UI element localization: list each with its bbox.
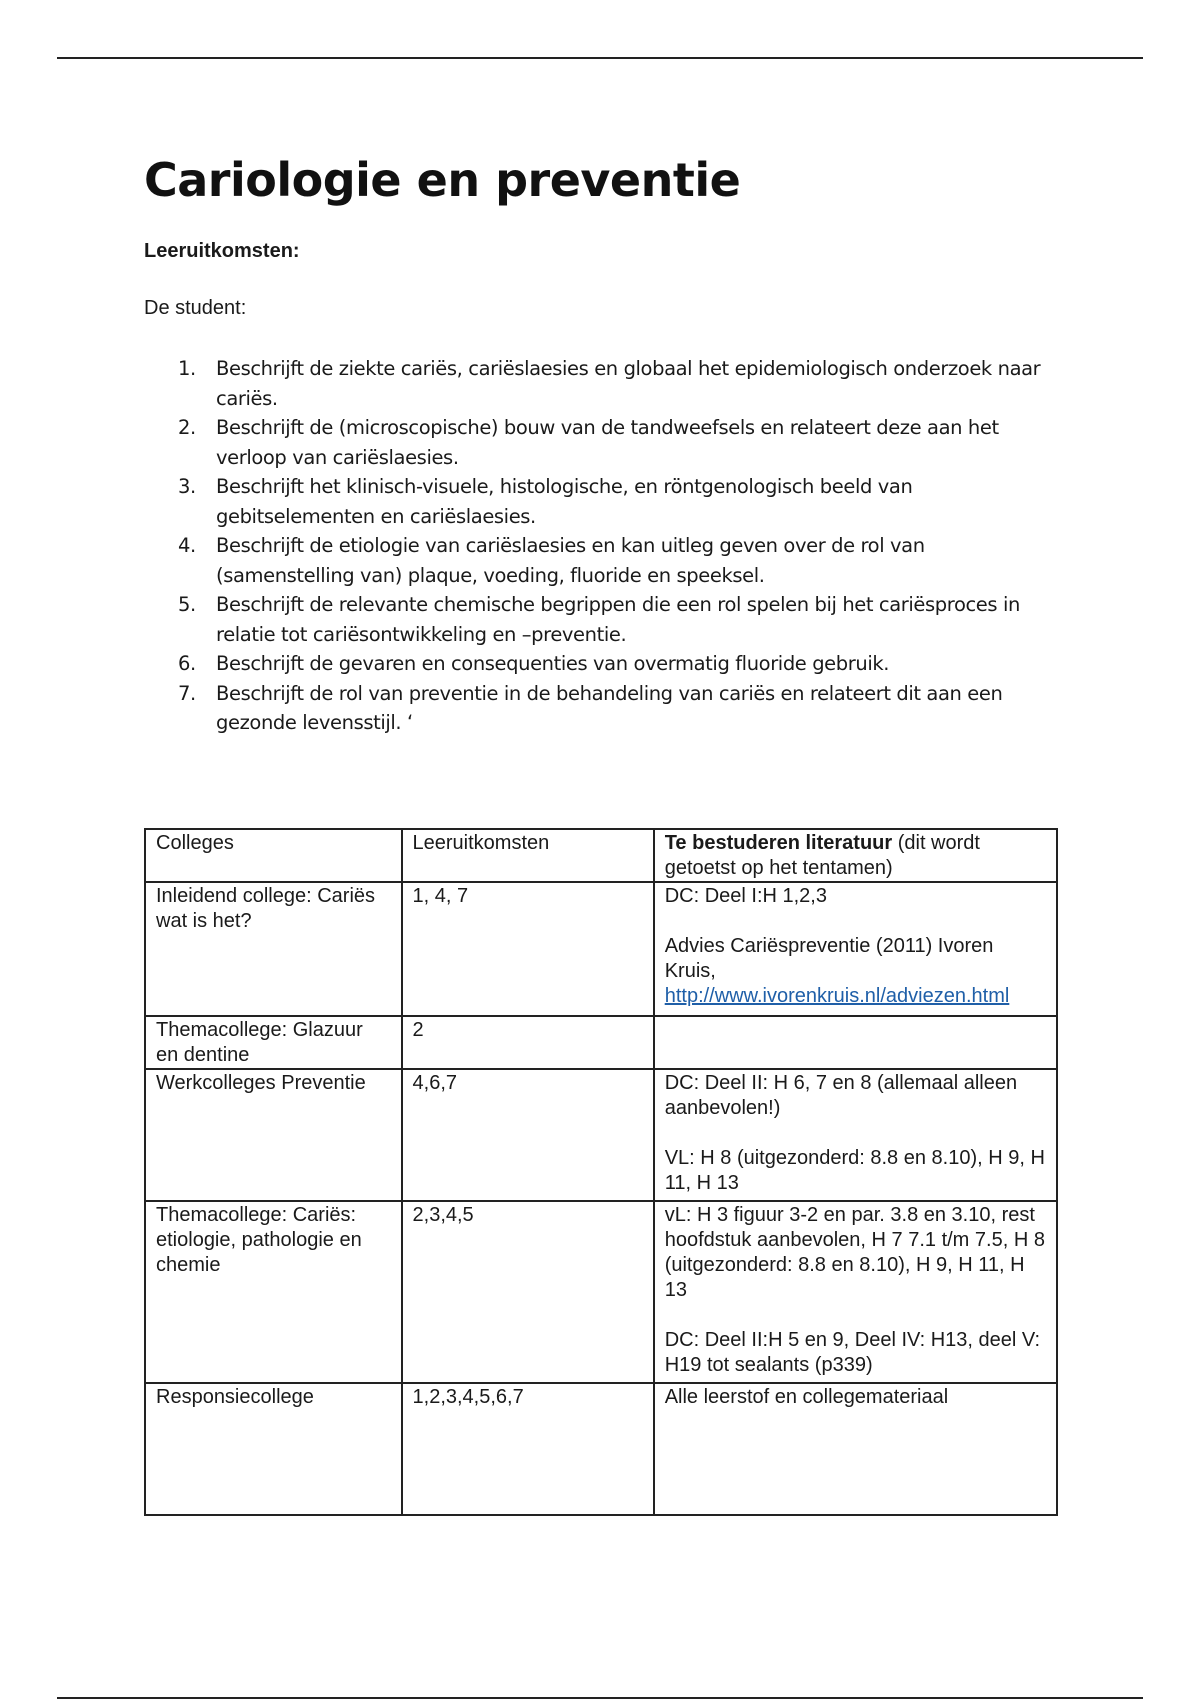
table-row	[145, 1201, 1057, 1383]
list-item: 3. Beschrijft het klinisch-visuele, histologische, en röntgenologisch beeld van gebitselementen en cariëslaesies.	[178, 475, 913, 528]
list-item: 7. Beschrijft de rol van preventie in de behandeling van cariës en relateert dit aan een gezonde levensstijl. ‘	[178, 681, 1003, 734]
learning-outcomes-heading: Leeruitkomsten:	[144, 240, 300, 262]
cell-outcomes: 2	[402, 1016, 654, 1069]
list-item: 4. Beschrijft de etiologie van cariëslaesies en kan uitleg geven over de rol van (samenstelling van) plaque, voeding, fluoride en speeksel.	[178, 534, 925, 587]
table-row	[145, 1016, 1057, 1069]
page-title: Cariologie en preventie	[144, 153, 741, 207]
cell-outcomes: 2,3,4,5	[402, 1201, 654, 1383]
footer-rule	[57, 1697, 1143, 1699]
table-header-row	[145, 829, 1057, 882]
list-item: 6. Beschrijft de gevaren en consequenties van overmatig fluoride gebruik.	[178, 652, 890, 675]
header-colleges: Colleges	[145, 829, 402, 882]
intro-text: De student:	[144, 297, 247, 319]
document-body	[144, 150, 1064, 738]
cell-outcomes: 1, 4, 7	[402, 882, 654, 1016]
cell-literature: DC: Deel II: H 6, 7 en 8 (allemaal alleen aanbevolen!) VL: H 8 (uitgezonderd: 8.8 en 8.10), H 9, H 11, H 13	[654, 1069, 1057, 1201]
lecture-schedule-table	[144, 828, 1058, 1516]
table-row	[145, 882, 1057, 1016]
cell-college: Inleidend college: Cariës wat is het?	[145, 882, 402, 1016]
header-leeruitkomsten: Leeruitkomsten	[402, 829, 654, 882]
cell-literature	[654, 1016, 1057, 1069]
learning-outcomes-list	[144, 354, 1064, 738]
cell-college: Responsiecollege	[145, 1383, 402, 1515]
cell-literature: DC: Deel I:H 1,2,3 Advies Cariëspreventie (2011) Ivoren Kruis, http://www.ivorenkruis.nl/adviezen.html	[654, 882, 1057, 1016]
list-item: 2. Beschrijft de (microscopische) bouw van de tandweefsels en relateert deze aan het verloop van cariëslaesies.	[178, 416, 999, 469]
header-rule	[57, 57, 1143, 59]
cell-literature: Alle leerstof en collegemateriaal	[654, 1383, 1057, 1515]
table-row	[145, 1069, 1057, 1201]
cell-outcomes: 1,2,3,4,5,6,7	[402, 1383, 654, 1515]
list-item: 1. Beschrijft de ziekte cariës, cariëslaesies en globaal het epidemiologisch onderzoek naar cariës.	[178, 357, 1041, 410]
header-literatuur: Te bestuderen literatuur (dit wordt getoetst op het tentamen)	[654, 829, 1057, 882]
cell-college: Themacollege: Cariës: etiologie, pathologie en chemie	[145, 1201, 402, 1383]
cell-literature: vL: H 3 figuur 3-2 en par. 3.8 en 3.10, rest hoofdstuk aanbevolen, H 7 7.1 t/m 7.5, H 8 (uitgezonderd: 8.8 en 8.10), H 9, H 11, H 13 DC: Deel II:H 5 en 9, Deel IV: H13, deel V: H19 tot sealants (p339)	[654, 1201, 1057, 1383]
cell-college: Themacollege: Glazuur en dentine	[145, 1016, 402, 1069]
cell-college: Werkcolleges Preventie	[145, 1069, 402, 1201]
cell-outcomes: 4,6,7	[402, 1069, 654, 1201]
list-item: 5. Beschrijft de relevante chemische begrippen die een rol spelen bij het cariësproces in relatie tot cariësontwikkeling en –preventie.	[178, 593, 1020, 646]
ivorenkruis-link[interactable]: http://www.ivorenkruis.nl/adviezen.html	[664, 985, 1010, 1007]
table-row	[145, 1383, 1057, 1515]
